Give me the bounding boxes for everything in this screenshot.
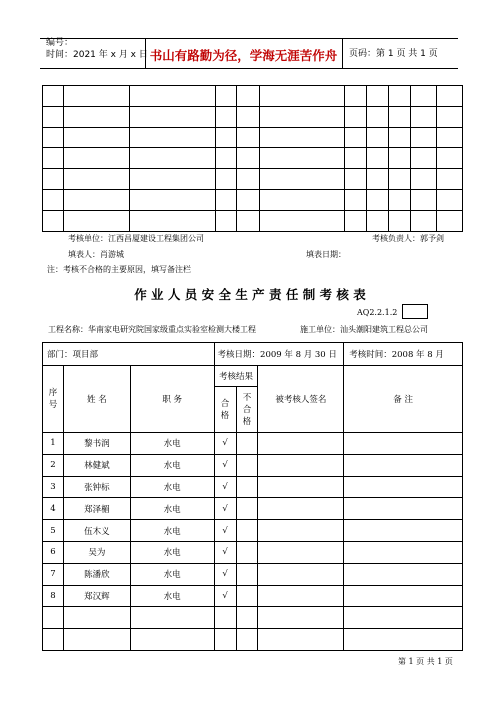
- top-grid-cell: [63, 106, 129, 127]
- top-grid-cell: [215, 210, 237, 231]
- cell-fail: [236, 629, 258, 651]
- top-grid-cell: [389, 127, 411, 148]
- assessment-responsible: 考核负责人：郭予剑: [372, 234, 444, 243]
- top-grid-row: [43, 86, 463, 107]
- fill-date: 填表日期：: [306, 250, 346, 259]
- top-grid-cell: [129, 127, 215, 148]
- cell-signature: [258, 476, 344, 498]
- top-grid-cell: [63, 127, 129, 148]
- cell-name: 黎书润: [63, 433, 130, 455]
- assessment-unit: 考核单位：江西昌厦建设工程集团公司: [68, 234, 204, 243]
- top-grid-cell: [389, 189, 411, 210]
- header-fail: 不合格: [236, 387, 258, 433]
- cell-pass: √: [214, 498, 236, 520]
- cell-fail: [236, 585, 258, 607]
- top-grid-cell: [345, 189, 367, 210]
- top-grid-cell: [43, 210, 64, 231]
- top-grid-row: [43, 189, 463, 210]
- top-grid-cell: [411, 106, 437, 127]
- top-grid-cell: [436, 189, 462, 210]
- assessment-table: [42, 342, 463, 651]
- top-grid-row: [43, 106, 463, 127]
- cell-seq: [43, 629, 64, 651]
- cell-name: 陈潘欣: [63, 563, 130, 585]
- top-grid-cell: [345, 86, 367, 107]
- top-grid-cell: [367, 106, 389, 127]
- cell-name: 伍木义: [63, 520, 130, 542]
- header-seq: 序号: [43, 366, 64, 433]
- cell-fail: [236, 563, 258, 585]
- top-grid-row: [43, 169, 463, 190]
- top-grid-cell: [367, 127, 389, 148]
- cell-fail: [236, 476, 258, 498]
- header-motto: 书山有路勤为径，学海无涯苦作舟: [149, 48, 338, 63]
- top-grid-cell: [436, 106, 462, 127]
- cell-position: [130, 629, 214, 651]
- cell-remarks: [344, 607, 463, 629]
- cell-position: 水电: [130, 541, 214, 563]
- header-remarks: 备 注: [344, 366, 463, 433]
- top-grid-cell: [129, 210, 215, 231]
- table-row: [43, 520, 463, 542]
- cell-position: 水电: [130, 585, 214, 607]
- cell-position: 水电: [130, 476, 214, 498]
- cell-seq: 7: [43, 563, 64, 585]
- top-grid-cell: [367, 148, 389, 169]
- top-grid-cell: [215, 189, 237, 210]
- remarks-note: 注：考核不合格的主要原因，填写备注栏: [47, 265, 191, 274]
- top-grid-cell: [63, 210, 129, 231]
- cell-signature: [258, 629, 344, 651]
- top-grid-cell: [215, 169, 237, 190]
- cell-name: 张钟标: [63, 476, 130, 498]
- assess-date-cell: 考核日期：2009 年 8 月 30 日: [214, 343, 344, 366]
- cell-pass: [214, 607, 236, 629]
- construction-unit: 施工单位：汕头潮阳建筑工程总公司: [300, 325, 428, 334]
- cell-seq: 2: [43, 454, 64, 476]
- top-grid-cell: [237, 106, 260, 127]
- table-row: [43, 629, 463, 651]
- top-grid-cell: [389, 169, 411, 190]
- top-grid-row: [43, 210, 463, 231]
- cell-position: 水电: [130, 563, 214, 585]
- top-grid-cell: [215, 127, 237, 148]
- top-grid-cell: [237, 148, 260, 169]
- top-grid-row: [43, 148, 463, 169]
- cell-seq: 3: [43, 476, 64, 498]
- top-grid-cell: [260, 127, 345, 148]
- cell-seq: 4: [43, 498, 64, 520]
- top-grid-cell: [411, 148, 437, 169]
- top-grid-cell: [43, 86, 64, 107]
- form-code-box: [402, 304, 428, 319]
- top-grid-cell: [436, 127, 462, 148]
- department-cell: 部门：项目部: [43, 343, 215, 366]
- top-grid-cell: [63, 148, 129, 169]
- table-row: [43, 476, 463, 498]
- cell-remarks: [344, 629, 463, 651]
- top-grid-cell: [345, 148, 367, 169]
- cell-remarks: [344, 476, 463, 498]
- top-grid-cell: [367, 210, 389, 231]
- table-row: [43, 541, 463, 563]
- top-grid-cell: [436, 148, 462, 169]
- cell-fail: [236, 454, 258, 476]
- top-grid-cell: [260, 169, 345, 190]
- cell-seq: 8: [43, 585, 64, 607]
- cell-signature: [258, 541, 344, 563]
- cell-name: [63, 629, 130, 651]
- cell-remarks: [344, 520, 463, 542]
- top-grid-cell: [411, 189, 437, 210]
- cell-position: 水电: [130, 520, 214, 542]
- top-grid-cell: [411, 210, 437, 231]
- header-result: 考核结果: [214, 366, 258, 387]
- top-grid-cell: [345, 169, 367, 190]
- top-grid-cell: [43, 169, 64, 190]
- cell-name: 郑汉辉: [63, 585, 130, 607]
- cell-signature: [258, 433, 344, 455]
- header-name: 姓 名: [63, 366, 130, 433]
- cell-remarks: [344, 585, 463, 607]
- table-row: [43, 563, 463, 585]
- cell-seq: 5: [43, 520, 64, 542]
- cell-position: 水电: [130, 498, 214, 520]
- header-pass: 合格: [214, 387, 236, 433]
- cell-fail: [236, 520, 258, 542]
- top-grid-cell: [345, 210, 367, 231]
- header-position: 职 务: [130, 366, 214, 433]
- cell-fail: [236, 498, 258, 520]
- top-grid-cell: [367, 169, 389, 190]
- cell-signature: [258, 454, 344, 476]
- cell-remarks: [344, 454, 463, 476]
- top-grid-cell: [389, 106, 411, 127]
- header-page-info: 页码：第 1 页 共 1 页: [349, 49, 438, 59]
- cell-pass: [214, 629, 236, 651]
- cell-fail: [236, 541, 258, 563]
- cell-position: 水电: [130, 454, 214, 476]
- top-grid-cell: [215, 106, 237, 127]
- table-row: [43, 433, 463, 455]
- top-grid-cell: [345, 127, 367, 148]
- top-grid-cell: [43, 127, 64, 148]
- table-row: [43, 585, 463, 607]
- top-grid-cell: [63, 169, 129, 190]
- cell-remarks: [344, 541, 463, 563]
- top-grid-cell: [237, 189, 260, 210]
- top-grid-cell: [43, 189, 64, 210]
- cell-position: [130, 607, 214, 629]
- top-grid-cell: [436, 169, 462, 190]
- top-grid-cell: [129, 106, 215, 127]
- table-row: [43, 498, 463, 520]
- top-grid-cell: [43, 106, 64, 127]
- project-name: 工程名称：华南家电研究院国家级重点实验室检测大楼工程: [48, 325, 256, 334]
- top-grid-cell: [215, 148, 237, 169]
- cell-signature: [258, 520, 344, 542]
- top-grid-cell: [367, 86, 389, 107]
- top-grid-cell: [129, 86, 215, 107]
- top-grid-cell: [436, 210, 462, 231]
- cell-seq: [43, 607, 64, 629]
- top-grid-cell: [260, 86, 345, 107]
- cell-pass: √: [214, 433, 236, 455]
- document-number-label: 编号：: [46, 38, 74, 48]
- document-time-label: 时间：2021 年 x 月 x 日: [46, 50, 148, 60]
- top-grid-cell: [260, 148, 345, 169]
- header-signature: 被考核人签名: [258, 366, 344, 433]
- top-grid-cell: [436, 86, 462, 107]
- cell-pass: √: [214, 541, 236, 563]
- top-grid-cell: [389, 148, 411, 169]
- header-top-rule: [40, 38, 458, 39]
- top-grid-cell: [237, 86, 260, 107]
- cell-pass: √: [214, 520, 236, 542]
- top-grid-cell: [129, 169, 215, 190]
- top-grid-cell: [389, 86, 411, 107]
- cell-fail: [236, 433, 258, 455]
- assess-time-cell: 考核时间：2008 年 8 月: [344, 343, 463, 366]
- top-grid-cell: [411, 169, 437, 190]
- cell-remarks: [344, 563, 463, 585]
- cell-seq: 1: [43, 433, 64, 455]
- cell-pass: √: [214, 585, 236, 607]
- top-grid-cell: [43, 148, 64, 169]
- top-grid-cell: [367, 189, 389, 210]
- top-grid-row: [43, 127, 463, 148]
- table-row: [43, 454, 463, 476]
- top-grid-cell: [237, 169, 260, 190]
- top-grid-cell: [129, 189, 215, 210]
- form-filler: 填表人：肖游城: [68, 250, 124, 259]
- cell-position: 水电: [130, 433, 214, 455]
- cell-signature: [258, 498, 344, 520]
- cell-signature: [258, 563, 344, 585]
- cell-pass: √: [214, 563, 236, 585]
- cell-name: 郑泽楣: [63, 498, 130, 520]
- top-grid-cell: [260, 189, 345, 210]
- top-grid-cell: [260, 106, 345, 127]
- top-grid-table: [42, 85, 463, 232]
- top-grid-cell: [260, 210, 345, 231]
- cell-pass: √: [214, 454, 236, 476]
- cell-remarks: [344, 433, 463, 455]
- top-grid-cell: [389, 210, 411, 231]
- cell-name: 吴为: [63, 541, 130, 563]
- cell-signature: [258, 585, 344, 607]
- header-divider-right: [342, 38, 343, 68]
- header-bottom-rule: [40, 68, 458, 69]
- footer-page-number: 第 1 页 共 1 页: [398, 657, 453, 666]
- top-grid-cell: [237, 127, 260, 148]
- top-grid-cell: [411, 86, 437, 107]
- top-grid-cell: [215, 86, 237, 107]
- form-title: 作 业 人 员 安 全 生 产 责 任 制 考 核 表: [134, 287, 366, 302]
- cell-fail: [236, 607, 258, 629]
- cell-name: 林健斌: [63, 454, 130, 476]
- cell-seq: 6: [43, 541, 64, 563]
- top-grid-cell: [63, 189, 129, 210]
- top-grid-cell: [237, 210, 260, 231]
- cell-signature: [258, 607, 344, 629]
- top-grid-cell: [345, 106, 367, 127]
- cell-remarks: [344, 498, 463, 520]
- form-code: AQ2.2.1.2: [357, 308, 398, 317]
- cell-pass: √: [214, 476, 236, 498]
- cell-name: [63, 607, 130, 629]
- table-row: [43, 607, 463, 629]
- top-grid-cell: [411, 127, 437, 148]
- top-grid-cell: [129, 148, 215, 169]
- top-grid-cell: [63, 86, 129, 107]
